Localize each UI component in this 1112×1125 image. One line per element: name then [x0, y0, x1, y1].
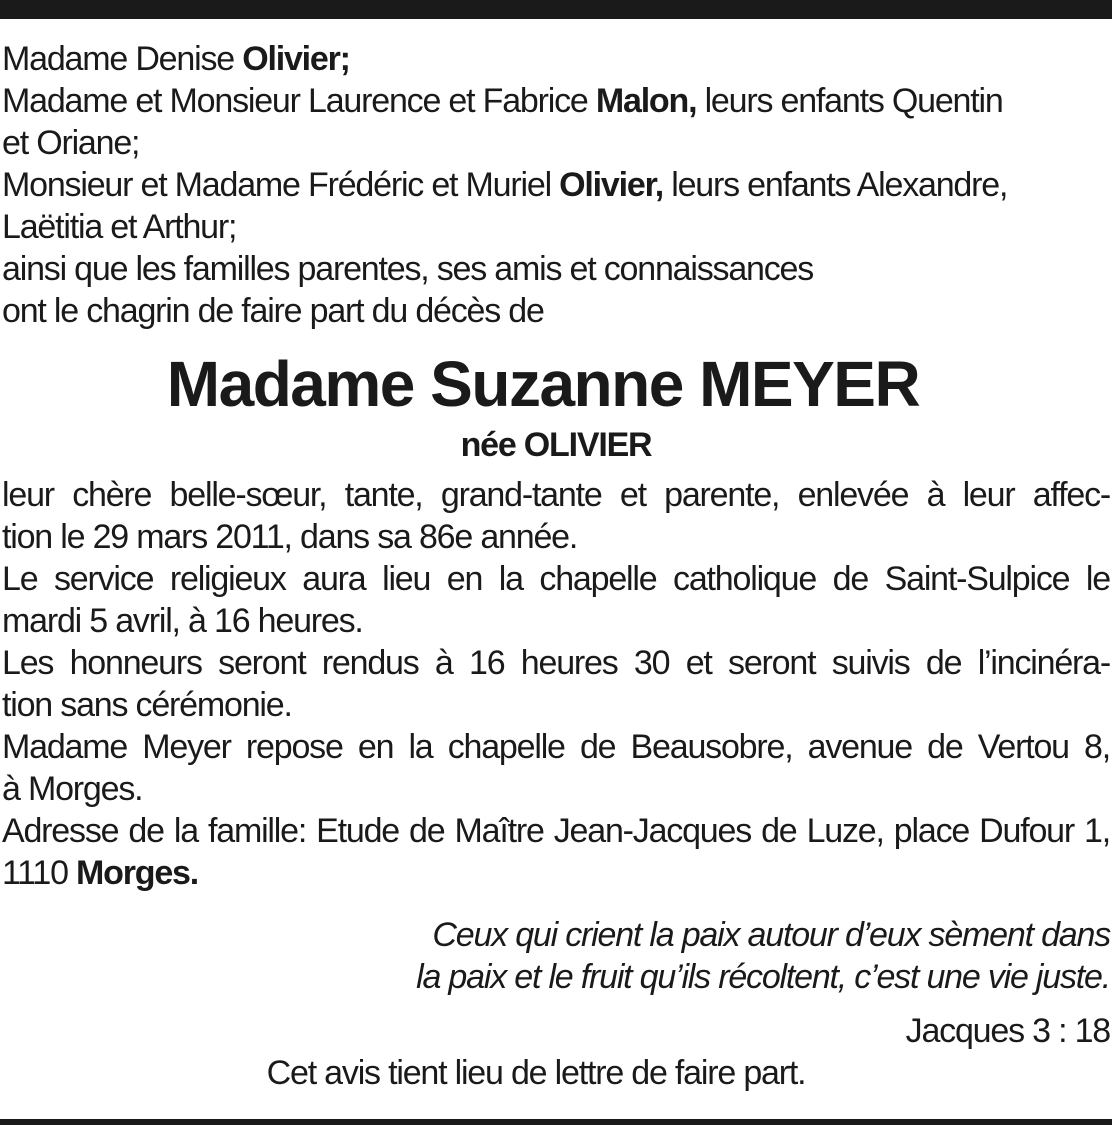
body-paragraph-5-line-1: Adresse de la famille: Etude de Maître Jean-Jacques de Luze, place Dufour 1, — [2, 812, 1110, 850]
family-line-1-text: Madame Denise — [2, 40, 243, 78]
town-name: Morges. — [76, 854, 199, 892]
family-line-5: Laëtitia et Arthur; — [2, 208, 237, 246]
family-line-3: et Oriane; — [2, 124, 140, 162]
family-line-2 — [2, 80, 1110, 122]
postal-code: 1110 — [2, 854, 77, 892]
obituary-notice — [2, 38, 1110, 1094]
body-paragraph-5-line-2 — [2, 852, 1110, 894]
family-line-2-text: Madame et Monsieur Laurence et Fabrice — [2, 82, 596, 120]
family-line-1-surname: Olivier; — [242, 40, 350, 78]
bottom-rule — [0, 1119, 1112, 1125]
body-paragraph-2-line-1: Le service religieux aura lieu en la chapelle catholique de Saint-Sulpice le — [2, 560, 1110, 598]
body-paragraph-3-line-1: Les honneurs seront rendus à 16 heures 30 et seront suivis de l’incinéra- — [2, 644, 1110, 682]
body-paragraph-1-line-2: tion le 29 mars 2011, dans sa 86e année. — [2, 518, 578, 556]
family-line-4-children: leurs enfants Alexandre, — [662, 166, 1008, 204]
body-paragraph-3-line-2: tion sans cérémonie. — [2, 686, 292, 724]
family-line-2-surname: Malon, — [595, 82, 697, 120]
family-line-4-text: Monsieur et Madame Frédéric et Muriel — [2, 166, 560, 204]
closing-note: Cet avis tient lieu de lettre de faire part. — [266, 1054, 806, 1092]
family-line-4-surname: Olivier, — [559, 166, 663, 204]
quote-reference: Jacques 3 : 18 — [905, 1012, 1110, 1050]
deceased-maiden-name: née OLIVIER — [460, 426, 652, 464]
quote-line-1: Ceux qui crient la paix autour d’eux sèment dans — [432, 916, 1110, 954]
family-line-4 — [2, 164, 1110, 206]
family-line-7: ont le chagrin de faire part du décès de — [2, 292, 544, 330]
family-line-2-children: leurs enfants Quentin — [696, 82, 1003, 120]
body-paragraph-4-line-1: Madame Meyer repose en la chapelle de Beausobre, avenue de Vertou 8, — [2, 728, 1110, 766]
body-paragraph-4-line-2: à Morges. — [2, 770, 143, 808]
body-paragraph-2-line-2: mardi 5 avril, à 16 heures. — [2, 602, 363, 640]
top-rule — [0, 0, 1112, 19]
deceased-name: Madame Suzanne MEYER — [166, 348, 920, 420]
quote-line-2: la paix et le fruit qu’ils récoltent, c’est une vie juste. — [416, 958, 1110, 996]
family-line-6: ainsi que les familles parentes, ses amis et connaissances — [2, 250, 814, 288]
family-line-1 — [2, 38, 1110, 80]
body-paragraph-1-line-1: leur chère belle-sœur, tante, grand-tante et parente, enlevée à leur affec- — [2, 476, 1110, 514]
